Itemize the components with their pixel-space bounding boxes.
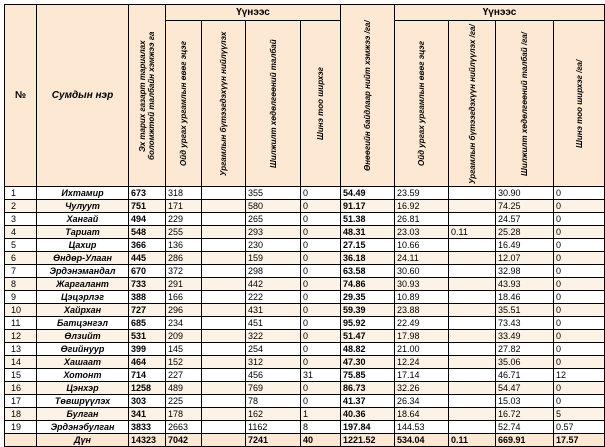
cell-name: Төвшрүүлэх bbox=[37, 395, 129, 408]
total-row bbox=[5, 434, 605, 447]
cell-g2a: 534.04 bbox=[395, 434, 449, 447]
cell-g2a: 10.66 bbox=[395, 239, 449, 252]
cell-g2b bbox=[449, 408, 496, 421]
cell-total-land: 727 bbox=[129, 304, 166, 317]
cell-g1c: 298 bbox=[246, 265, 301, 278]
cell-no: 15 bbox=[5, 369, 37, 382]
cell-g2c: 32.98 bbox=[496, 265, 554, 278]
header-group-2: Үүнээс bbox=[395, 5, 605, 21]
header-g1a: Ойд ургах ургамлын өвөг эцэг bbox=[166, 21, 202, 187]
cell-g2d: 0 bbox=[554, 252, 605, 265]
cell-g1b bbox=[202, 369, 246, 382]
cell-g1d: 0 bbox=[301, 382, 341, 395]
cell-total-yield: 36.18 bbox=[341, 252, 395, 265]
table-row bbox=[5, 369, 605, 382]
cell-no: 7 bbox=[5, 265, 37, 278]
cell-g2a: 24.11 bbox=[395, 252, 449, 265]
cell-g2d: 0 bbox=[554, 304, 605, 317]
cell-g2a: 23.03 bbox=[395, 226, 449, 239]
cell-g2c: 30.90 bbox=[496, 187, 554, 200]
cell-total-land: 751 bbox=[129, 200, 166, 213]
table-row bbox=[5, 317, 605, 330]
cell-total-yield: 54.49 bbox=[341, 187, 395, 200]
cell-total-yield: 51.47 bbox=[341, 330, 395, 343]
cell-total-land: 399 bbox=[129, 343, 166, 356]
header-total-yield: Өнөөгийн байдлаар нийт хэмжээ /га/ bbox=[341, 5, 395, 187]
cell-total-yield: 63.58 bbox=[341, 265, 395, 278]
cell-total-land: 494 bbox=[129, 213, 166, 226]
cell-g2c: 27.82 bbox=[496, 343, 554, 356]
cell-g1d: 0 bbox=[301, 304, 341, 317]
cell-g2a: 30.60 bbox=[395, 265, 449, 278]
cell-g2d: 0 bbox=[554, 226, 605, 239]
cell-g1c: 355 bbox=[246, 187, 301, 200]
cell-g2a: 21.00 bbox=[395, 343, 449, 356]
cell-g1d: 0 bbox=[301, 187, 341, 200]
cell-g2d: 0 bbox=[554, 356, 605, 369]
cell-g2c: 25.28 bbox=[496, 226, 554, 239]
cell-g1b bbox=[202, 330, 246, 343]
table-row bbox=[5, 187, 605, 200]
cell-g2a: 17.14 bbox=[395, 369, 449, 382]
cell-g2d: 0 bbox=[554, 317, 605, 330]
cell-g1a: 286 bbox=[166, 252, 202, 265]
table-row bbox=[5, 343, 605, 356]
cell-g1c: 254 bbox=[246, 343, 301, 356]
cell-g2a: 23.59 bbox=[395, 187, 449, 200]
cell-g1d: 8 bbox=[301, 421, 341, 434]
cell-total-yield: 59.39 bbox=[341, 304, 395, 317]
cell-name: Чулуут bbox=[37, 200, 129, 213]
cell-g2d: 0 bbox=[554, 239, 605, 252]
cell-g1c: 312 bbox=[246, 356, 301, 369]
cell-g2b bbox=[449, 278, 496, 291]
table-row bbox=[5, 200, 605, 213]
cell-g1b bbox=[202, 421, 246, 434]
cell-total-yield: 27.15 bbox=[341, 239, 395, 252]
cell-g1a: 7042 bbox=[166, 434, 202, 447]
cell-g1a: 234 bbox=[166, 317, 202, 330]
cell-g1c: 7241 bbox=[246, 434, 301, 447]
cell-g2b bbox=[449, 343, 496, 356]
cell-g1b bbox=[202, 291, 246, 304]
cell-no bbox=[5, 434, 37, 447]
cell-name: Батцэнгэл bbox=[37, 317, 129, 330]
table-row bbox=[5, 291, 605, 304]
cell-g1c: 78 bbox=[246, 395, 301, 408]
cell-g1a: 318 bbox=[166, 187, 202, 200]
cell-g1d: 1 bbox=[301, 408, 341, 421]
cell-g1d: 31 bbox=[301, 369, 341, 382]
cell-g2a: 30.93 bbox=[395, 278, 449, 291]
cell-g1a: 2663 bbox=[166, 421, 202, 434]
cell-g1a: 178 bbox=[166, 408, 202, 421]
cell-g1d: 0 bbox=[301, 330, 341, 343]
cell-g1c: 456 bbox=[246, 369, 301, 382]
cell-total-yield: 95.92 bbox=[341, 317, 395, 330]
cell-no: 12 bbox=[5, 330, 37, 343]
cell-g2d: 0.57 bbox=[554, 421, 605, 434]
cell-total-land: 670 bbox=[129, 265, 166, 278]
cell-total-yield: 29.35 bbox=[341, 291, 395, 304]
cell-total-land: 3833 bbox=[129, 421, 166, 434]
cell-total-yield: 75.85 bbox=[341, 369, 395, 382]
header-g2a: Ойд ургах ургамлын өвөг эцэг bbox=[395, 21, 449, 187]
cell-total-yield: 41.37 bbox=[341, 395, 395, 408]
header-no: № bbox=[5, 5, 37, 187]
cell-g1b bbox=[202, 395, 246, 408]
cell-name: Эрдэнэмандал bbox=[37, 265, 129, 278]
cell-g1c: 322 bbox=[246, 330, 301, 343]
cell-g2c: 35.51 bbox=[496, 304, 554, 317]
cell-g1a: 291 bbox=[166, 278, 202, 291]
cell-g1c: 580 bbox=[246, 200, 301, 213]
cell-name: Булган bbox=[37, 408, 129, 421]
cell-g1b bbox=[202, 226, 246, 239]
cell-g1b bbox=[202, 213, 246, 226]
cell-g2b bbox=[449, 369, 496, 382]
cell-no: 16 bbox=[5, 382, 37, 395]
cell-g1a: 489 bbox=[166, 382, 202, 395]
cell-total-yield: 1221.52 bbox=[341, 434, 395, 447]
cell-no: 6 bbox=[5, 252, 37, 265]
cell-g2c: 15.03 bbox=[496, 395, 554, 408]
cell-g1d: 0 bbox=[301, 317, 341, 330]
cell-g1b bbox=[202, 200, 246, 213]
cell-total-land: 366 bbox=[129, 239, 166, 252]
header-total-land: Эх тарих газарт тариалах боломжтой талбайн хэмжээ га bbox=[129, 5, 166, 187]
cell-g1a: 296 bbox=[166, 304, 202, 317]
cell-name: Тариат bbox=[37, 226, 129, 239]
cell-g1c: 162 bbox=[246, 408, 301, 421]
cell-g1a: 209 bbox=[166, 330, 202, 343]
cell-g1a: 145 bbox=[166, 343, 202, 356]
cell-g2b bbox=[449, 356, 496, 369]
cell-total-land: 341 bbox=[129, 408, 166, 421]
cell-no: 5 bbox=[5, 239, 37, 252]
cell-g2c: 52.74 bbox=[496, 421, 554, 434]
cell-name: Өлзийт bbox=[37, 330, 129, 343]
cell-g2b: 0.11 bbox=[449, 434, 496, 447]
cell-g1c: 1162 bbox=[246, 421, 301, 434]
cell-name: Хангай bbox=[37, 213, 129, 226]
cell-g1b bbox=[202, 278, 246, 291]
header-g1c: Шилжилт хөдөлгөөний талбай bbox=[246, 21, 301, 187]
cell-g1a: 372 bbox=[166, 265, 202, 278]
cell-g2a: 26.34 bbox=[395, 395, 449, 408]
cell-total-yield: 48.82 bbox=[341, 343, 395, 356]
cell-no: 18 bbox=[5, 408, 37, 421]
cell-g2b bbox=[449, 187, 496, 200]
cell-g2d: 0 bbox=[554, 213, 605, 226]
cell-no: 17 bbox=[5, 395, 37, 408]
header-g2c: Шилжилт хөдөлгөөний талбай /га/ bbox=[496, 21, 554, 187]
cell-g2c: 35.06 bbox=[496, 356, 554, 369]
cell-g1d: 0 bbox=[301, 343, 341, 356]
cell-name: Цахир bbox=[37, 239, 129, 252]
cell-name: Өгийнуур bbox=[37, 343, 129, 356]
cell-g2a: 32.26 bbox=[395, 382, 449, 395]
cell-g2d: 0 bbox=[554, 382, 605, 395]
cell-total-land: 303 bbox=[129, 395, 166, 408]
cell-g1c: 442 bbox=[246, 278, 301, 291]
cell-total-land: 733 bbox=[129, 278, 166, 291]
cell-g1d: 0 bbox=[301, 226, 341, 239]
cell-g2a: 23.88 bbox=[395, 304, 449, 317]
table-row bbox=[5, 265, 605, 278]
cell-g2c: 46.71 bbox=[496, 369, 554, 382]
cell-g2d: 17.57 bbox=[554, 434, 605, 447]
cell-name: Ихтамир bbox=[37, 187, 129, 200]
cell-no: 10 bbox=[5, 304, 37, 317]
cell-g1b bbox=[202, 252, 246, 265]
table-row bbox=[5, 356, 605, 369]
land-table bbox=[4, 4, 605, 447]
cell-g1b bbox=[202, 343, 246, 356]
cell-g1c: 451 bbox=[246, 317, 301, 330]
cell-g2a: 26.81 bbox=[395, 213, 449, 226]
cell-total-land: 714 bbox=[129, 369, 166, 382]
cell-total-land: 548 bbox=[129, 226, 166, 239]
cell-total-yield: 48.31 bbox=[341, 226, 395, 239]
cell-total-yield: 40.36 bbox=[341, 408, 395, 421]
header-g1b: Ургамлын бүтээгдэхүүн нийлүүлэх bbox=[202, 21, 246, 187]
cell-g1b bbox=[202, 304, 246, 317]
cell-no: 4 bbox=[5, 226, 37, 239]
cell-g2b bbox=[449, 317, 496, 330]
cell-total-yield: 86.73 bbox=[341, 382, 395, 395]
table-row bbox=[5, 330, 605, 343]
cell-total-land: 388 bbox=[129, 291, 166, 304]
cell-g1a: 152 bbox=[166, 356, 202, 369]
cell-g1c: 159 bbox=[246, 252, 301, 265]
cell-g1b bbox=[202, 434, 246, 447]
cell-g2d: 0 bbox=[554, 187, 605, 200]
cell-g1d: 0 bbox=[301, 278, 341, 291]
cell-name: Эрдэнэбулган bbox=[37, 421, 129, 434]
cell-total-yield: 47.30 bbox=[341, 356, 395, 369]
cell-g2b bbox=[449, 239, 496, 252]
cell-name: Хотонт bbox=[37, 369, 129, 382]
cell-g1c: 293 bbox=[246, 226, 301, 239]
header-g2b: Ургамлын бүтээгдэхүүн нийлүүлэх /га/ bbox=[449, 21, 496, 187]
cell-g2c: 16.72 bbox=[496, 408, 554, 421]
cell-g2a: 17.98 bbox=[395, 330, 449, 343]
cell-g1b bbox=[202, 187, 246, 200]
cell-no: 9 bbox=[5, 291, 37, 304]
cell-g2d: 0 bbox=[554, 343, 605, 356]
cell-g2d: 0 bbox=[554, 291, 605, 304]
cell-g2a: 22.49 bbox=[395, 317, 449, 330]
cell-g2b bbox=[449, 382, 496, 395]
cell-total-land: 673 bbox=[129, 187, 166, 200]
cell-no: 2 bbox=[5, 200, 37, 213]
cell-no: 19 bbox=[5, 421, 37, 434]
cell-g2d: 0 bbox=[554, 265, 605, 278]
cell-g2c: 18.46 bbox=[496, 291, 554, 304]
cell-g1a: 229 bbox=[166, 213, 202, 226]
cell-no: 11 bbox=[5, 317, 37, 330]
table-row bbox=[5, 226, 605, 239]
cell-name: Өндөр-Улаан bbox=[37, 252, 129, 265]
cell-total-land: 531 bbox=[129, 330, 166, 343]
cell-g1c: 222 bbox=[246, 291, 301, 304]
cell-total-land: 14323 bbox=[129, 434, 166, 447]
header-name: Сумдын нэр bbox=[37, 5, 129, 187]
cell-no: 14 bbox=[5, 356, 37, 369]
cell-g2b bbox=[449, 200, 496, 213]
cell-g2a: 18.64 bbox=[395, 408, 449, 421]
cell-no: 1 bbox=[5, 187, 37, 200]
table-row bbox=[5, 213, 605, 226]
cell-name: Хайрхан bbox=[37, 304, 129, 317]
cell-g2a: 10.89 bbox=[395, 291, 449, 304]
header-g1d: Шинэ тоо ширхэг bbox=[301, 21, 341, 187]
cell-g2b: 0.11 bbox=[449, 226, 496, 239]
cell-g2d: 0 bbox=[554, 278, 605, 291]
cell-g1a: 166 bbox=[166, 291, 202, 304]
cell-total-yield: 51.38 bbox=[341, 213, 395, 226]
header-group-1: Үүнээс bbox=[166, 5, 341, 21]
cell-g1b bbox=[202, 356, 246, 369]
cell-g1d: 0 bbox=[301, 265, 341, 278]
cell-g2d: 0 bbox=[554, 395, 605, 408]
header-g2d: Шинэ тоо ширхэг /га/ bbox=[554, 21, 605, 187]
cell-name: Дүн bbox=[37, 434, 129, 447]
cell-g2b bbox=[449, 304, 496, 317]
cell-g1b bbox=[202, 265, 246, 278]
table-row bbox=[5, 408, 605, 421]
cell-name: Хашаат bbox=[37, 356, 129, 369]
cell-g1a: 225 bbox=[166, 395, 202, 408]
cell-g2b bbox=[449, 330, 496, 343]
cell-g1c: 769 bbox=[246, 382, 301, 395]
cell-name: Жаргалант bbox=[37, 278, 129, 291]
cell-g1d: 40 bbox=[301, 434, 341, 447]
cell-g2b bbox=[449, 213, 496, 226]
cell-g1d: 0 bbox=[301, 252, 341, 265]
cell-g2d: 5 bbox=[554, 408, 605, 421]
cell-g2a: 12.24 bbox=[395, 356, 449, 369]
cell-g1b bbox=[202, 382, 246, 395]
table-row bbox=[5, 395, 605, 408]
cell-g2c: 24.57 bbox=[496, 213, 554, 226]
table-row bbox=[5, 382, 605, 395]
cell-g1d: 0 bbox=[301, 291, 341, 304]
cell-g2c: 74.25 bbox=[496, 200, 554, 213]
cell-g2b bbox=[449, 265, 496, 278]
cell-total-yield: 91.17 bbox=[341, 200, 395, 213]
cell-g1a: 136 bbox=[166, 239, 202, 252]
cell-g2c: 43.93 bbox=[496, 278, 554, 291]
cell-g2c: 16.49 bbox=[496, 239, 554, 252]
cell-g1d: 0 bbox=[301, 213, 341, 226]
cell-g2a: 144.53 bbox=[395, 421, 449, 434]
cell-g2d: 0 bbox=[554, 330, 605, 343]
cell-no: 3 bbox=[5, 213, 37, 226]
cell-total-land: 685 bbox=[129, 317, 166, 330]
cell-g1d: 0 bbox=[301, 356, 341, 369]
cell-g1b bbox=[202, 408, 246, 421]
cell-g1a: 227 bbox=[166, 369, 202, 382]
cell-g1a: 255 bbox=[166, 226, 202, 239]
cell-g2b bbox=[449, 291, 496, 304]
cell-g2c: 669.91 bbox=[496, 434, 554, 447]
cell-g1a: 171 bbox=[166, 200, 202, 213]
table-row bbox=[5, 278, 605, 291]
cell-g2d: 0 bbox=[554, 200, 605, 213]
cell-g2b bbox=[449, 421, 496, 434]
cell-g1b bbox=[202, 239, 246, 252]
cell-g1c: 265 bbox=[246, 213, 301, 226]
cell-g2c: 73.43 bbox=[496, 317, 554, 330]
cell-g2c: 33.49 bbox=[496, 330, 554, 343]
cell-g2d: 12 bbox=[554, 369, 605, 382]
cell-g2b bbox=[449, 252, 496, 265]
cell-g1c: 431 bbox=[246, 304, 301, 317]
cell-total-land: 464 bbox=[129, 356, 166, 369]
cell-name: Цэцэрлэг bbox=[37, 291, 129, 304]
cell-g1d: 0 bbox=[301, 200, 341, 213]
cell-g1b bbox=[202, 317, 246, 330]
cell-name: Цэнхэр bbox=[37, 382, 129, 395]
cell-total-land: 1258 bbox=[129, 382, 166, 395]
cell-g2a: 16.92 bbox=[395, 200, 449, 213]
cell-total-yield: 197.84 bbox=[341, 421, 395, 434]
table-row bbox=[5, 304, 605, 317]
cell-g2b bbox=[449, 395, 496, 408]
cell-g2c: 54.47 bbox=[496, 382, 554, 395]
cell-g2c: 12.07 bbox=[496, 252, 554, 265]
table-row bbox=[5, 239, 605, 252]
table-row bbox=[5, 252, 605, 265]
cell-g1d: 0 bbox=[301, 395, 341, 408]
cell-no: 13 bbox=[5, 343, 37, 356]
cell-g1d: 0 bbox=[301, 239, 341, 252]
cell-total-land: 445 bbox=[129, 252, 166, 265]
cell-g1c: 230 bbox=[246, 239, 301, 252]
cell-no: 8 bbox=[5, 278, 37, 291]
table-row bbox=[5, 421, 605, 434]
cell-total-yield: 74.86 bbox=[341, 278, 395, 291]
